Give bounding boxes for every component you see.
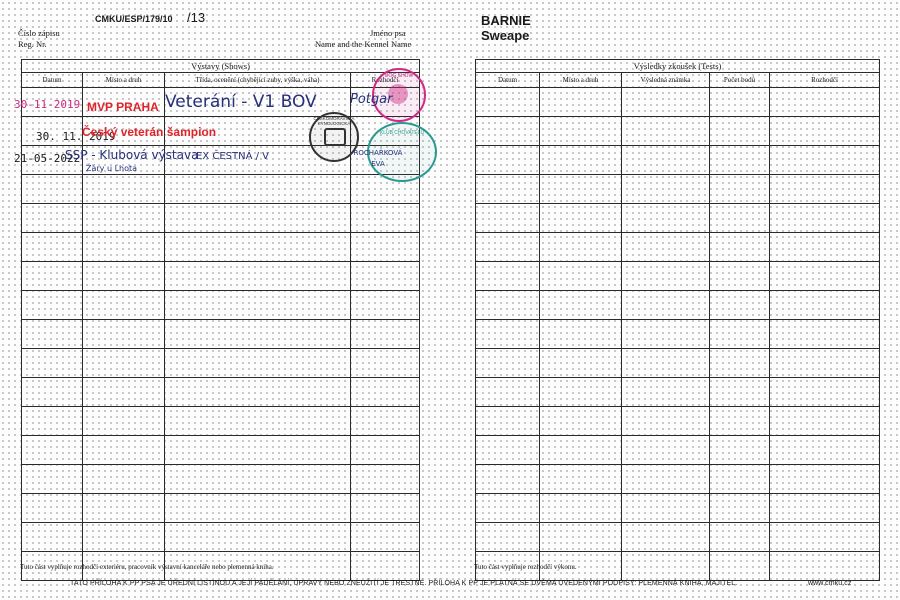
table-row xyxy=(476,494,880,523)
seal-pink-text: DOG SHOW xyxy=(384,73,414,79)
table-row xyxy=(476,117,880,146)
dog-name-line2: Sweape xyxy=(481,28,530,43)
table-row xyxy=(22,175,420,204)
table-row xyxy=(476,349,880,378)
entry1-date: 30-11-2019 xyxy=(14,98,81,111)
table-row xyxy=(22,407,420,436)
entry1-class: Veterání - V1 BOV xyxy=(165,92,317,112)
table-row xyxy=(22,320,420,349)
dog-name-label-cz: Jméno psa xyxy=(370,28,406,38)
table-row xyxy=(22,291,420,320)
table-row xyxy=(476,436,880,465)
entry1-place: MVP PRAHA xyxy=(87,100,159,114)
entry2-date: 30. 11. 2019 xyxy=(36,130,116,143)
entry3-class: EX ČESTNÁ / V xyxy=(196,151,269,162)
dog-name xyxy=(481,13,531,43)
tests-col-judge: Rozhodčí xyxy=(770,73,880,88)
dog-name-label-en: Name and the Kennel Name xyxy=(315,39,412,49)
legal-notice: TATO PŘÍLOHA K PP PSA JE ÚŘEDNÍ LISTINOU A JEJÍ PADĚLÁNÍ, ÚPRAVY NEBO ZNEUŽITÍ JE TRESTNÉ. PŘÍLOHA K PP JE PLATNÁ SE DVĚMA UVEDENÝMI PODPISY: PLEMENNÁ KNIHA, MAJITEL. xyxy=(70,580,738,587)
entry3-place: SSP - Klubová výstava xyxy=(65,148,199,162)
table-row xyxy=(22,494,420,523)
table-row xyxy=(476,378,880,407)
seal-teal-text: KLUB CHOVATELŮ xyxy=(379,130,425,136)
table-row xyxy=(22,349,420,378)
tests-table xyxy=(475,59,880,581)
table-row xyxy=(476,262,880,291)
shows-col-place: Místo a druh xyxy=(83,73,165,88)
tests-col-points: Počet bodů xyxy=(710,73,770,88)
table-row xyxy=(476,146,880,175)
reg-no-label-en: Reg. Nr. xyxy=(18,39,47,49)
reg-no-suffix: /13 xyxy=(187,10,206,25)
table-row xyxy=(22,204,420,233)
tests-title: Výsledky zkoušek (Tests) xyxy=(476,60,880,73)
table-row xyxy=(476,204,880,233)
judge-seal xyxy=(309,112,359,162)
website-link: www.cmku.cz xyxy=(808,580,852,587)
table-row xyxy=(22,233,420,262)
entry3-date: 21-05-2022 xyxy=(14,152,81,165)
tests-col-grade: Výsledná známka xyxy=(622,73,710,88)
stamp-left-text: ČESKOMORAVSKÁ KYNOLOGICKÁ xyxy=(313,116,355,126)
shows-col-class: Třída, ocenění (chybějící zuby, výška, váha) xyxy=(165,73,351,88)
entry2-title: Český veterán šampion xyxy=(82,125,217,139)
reg-no-code: CMKU/ESP/179/10 xyxy=(95,14,173,24)
table-row xyxy=(22,465,420,494)
table-row xyxy=(476,291,880,320)
entry1-judge: Potgar xyxy=(350,92,393,107)
shows-title: Výstavy (Shows) xyxy=(22,60,420,73)
shows-col-date: Datum xyxy=(22,73,83,88)
table-row xyxy=(476,88,880,117)
table-row xyxy=(476,233,880,262)
table-row xyxy=(476,320,880,349)
dog-name-line1: BARNIE xyxy=(481,13,531,28)
table-row xyxy=(22,436,420,465)
table-row xyxy=(22,378,420,407)
tests-col-place: Místo a druh xyxy=(540,73,622,88)
entry3-judge: ROCHAŘKOVÁ EVA xyxy=(353,149,403,168)
car-icon xyxy=(324,128,346,146)
entry3-place-sub: Žáry u Lhota xyxy=(86,164,138,173)
tests-footer-note: Tuto část vyplňuje rozhodčí výkonu. xyxy=(474,563,577,571)
reg-no-label-cz: Číslo zápisu xyxy=(18,28,60,38)
table-row xyxy=(476,523,880,552)
table-row xyxy=(22,523,420,552)
table-row xyxy=(476,407,880,436)
table-row xyxy=(476,465,880,494)
shows-col-judge: Rozhodčí xyxy=(351,73,420,88)
tests-col-date: Datum xyxy=(476,73,540,88)
table-row xyxy=(476,175,880,204)
table-row xyxy=(22,262,420,291)
shows-footer-note: Tuto část vyplňuje rozhodčí exteriéru, pracovník výstavní kanceláře nebo plemenná kniha. xyxy=(20,563,274,571)
